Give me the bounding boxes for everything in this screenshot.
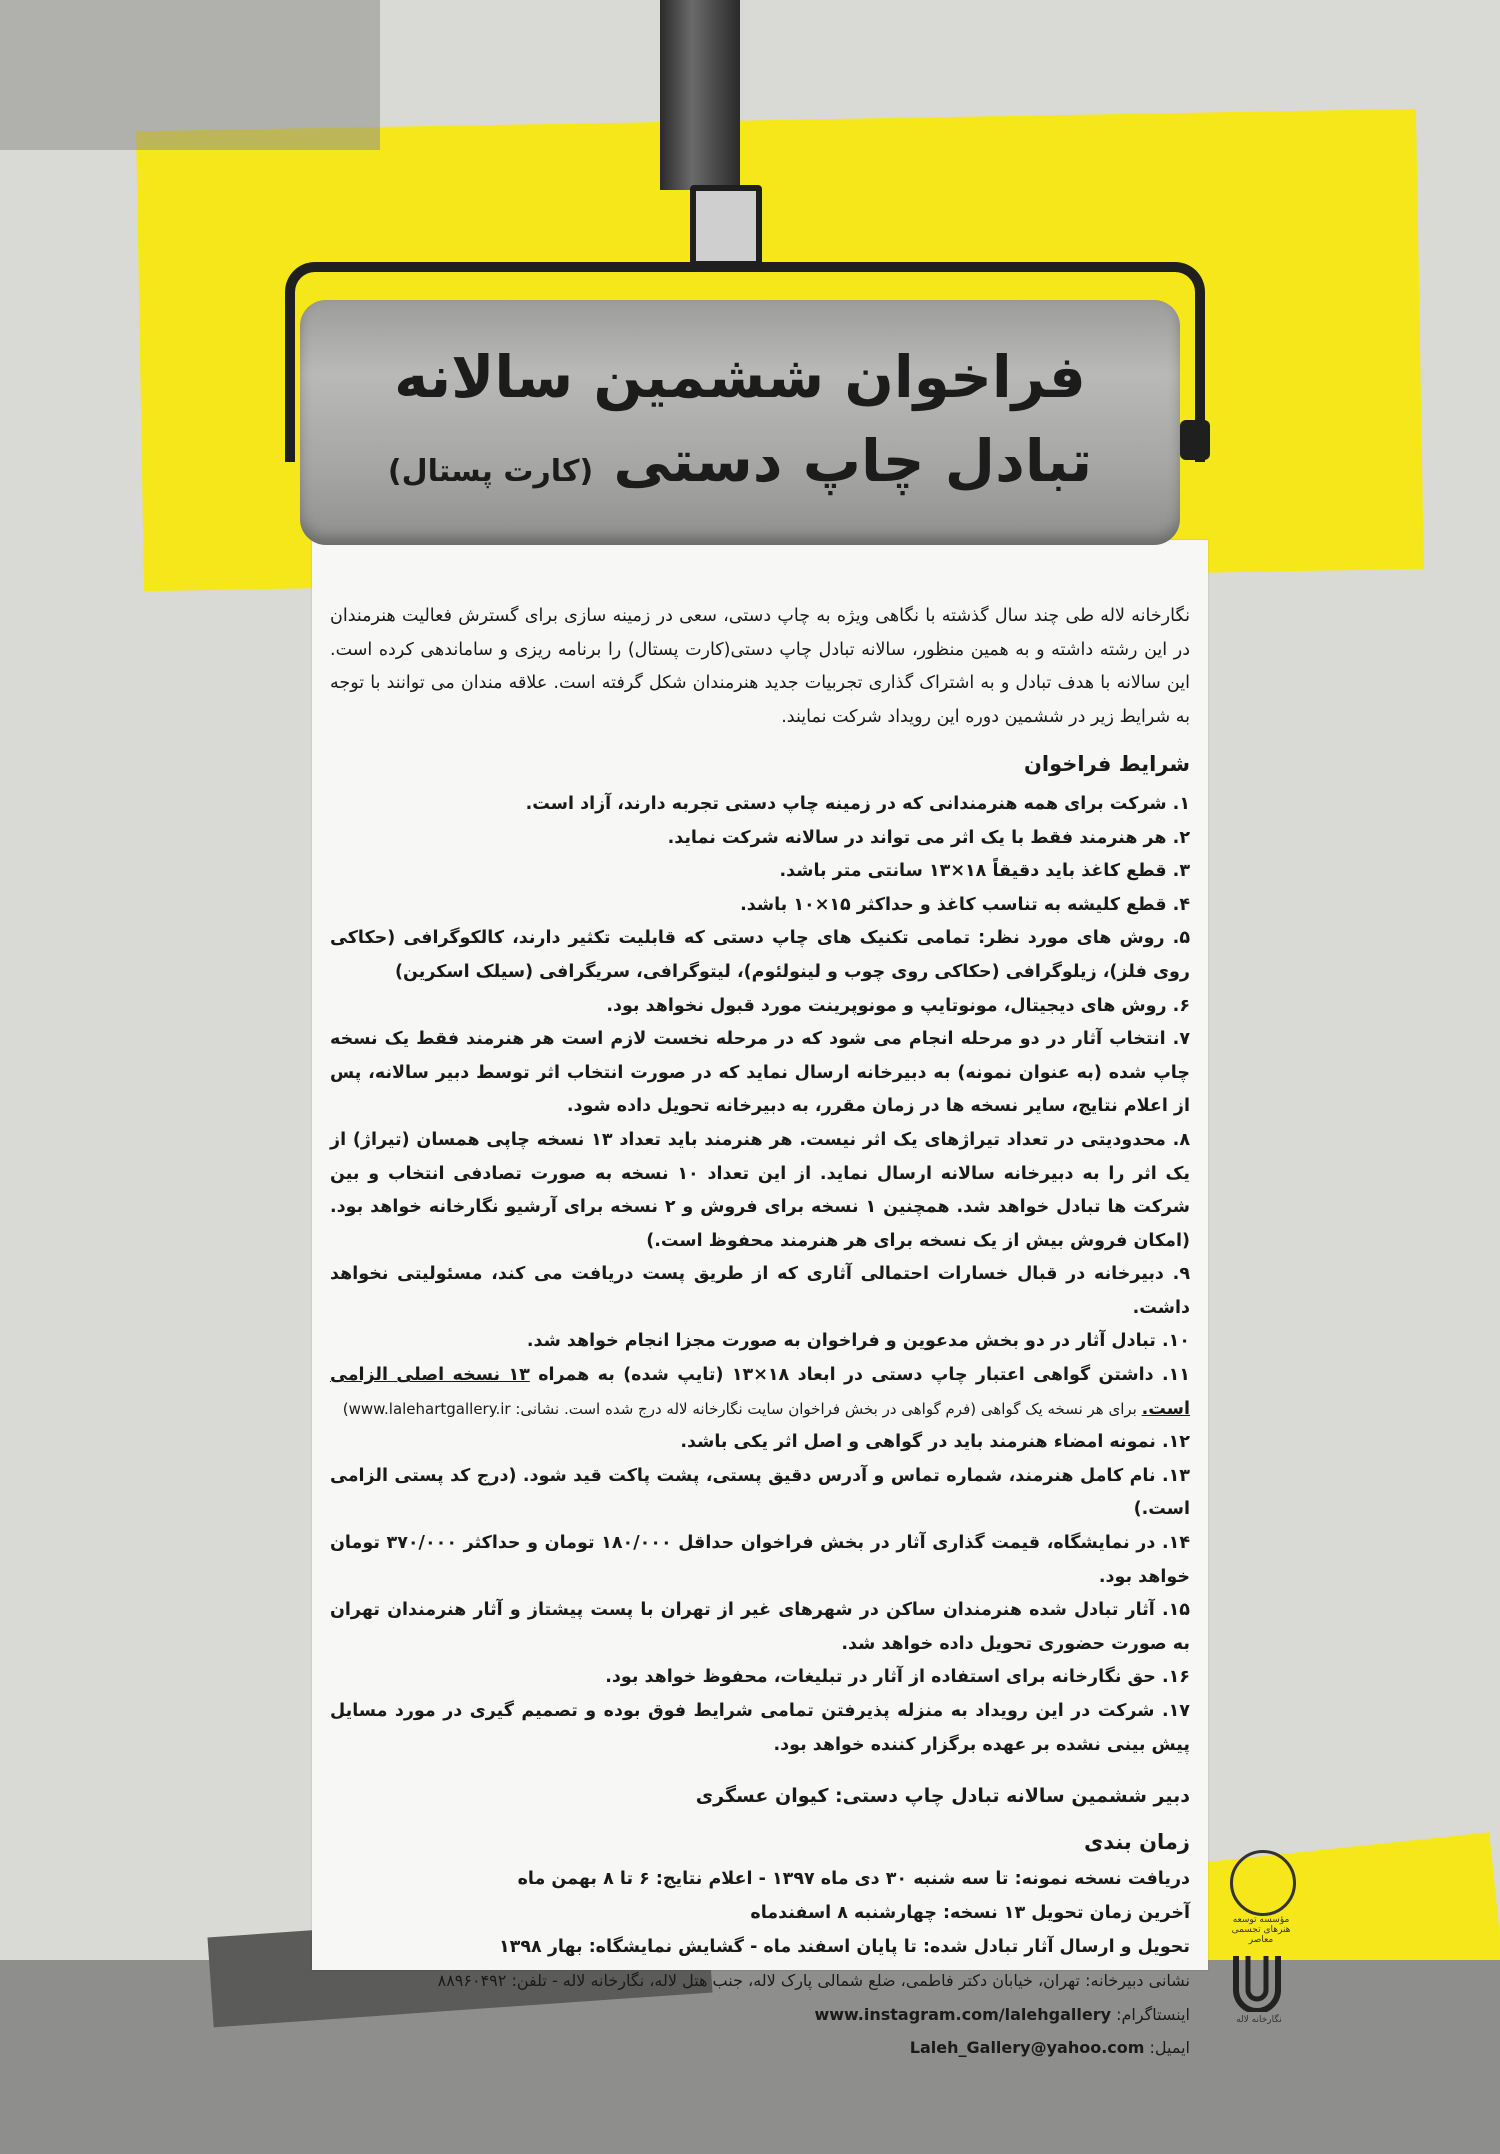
rule-item: ۷. انتخاب آثار در دو مرحله انجام می شود که در مرحله نخست لازم است هر هنرمند فقط یک نسخه چاپ شده (به عنوان نمونه) به دبیرخانه ارسال نماید که در صورت انتخاب اثر توسط دبیر سالانه، پس از اعلام نتایج، سایر نسخه ها در زمان مقرر، به دبیرخانه تحویل داده شود.: [330, 1029, 1190, 1117]
rule-item: ۵. روش های مورد نظر: تمامی تکنیک های چاپ دستی که قابلیت تکثیر دارند، کالکوگرافی (حکاکی روی فلز)، زیلوگرافی (حکاکی روی چوب و لینولئوم)، لیتوگرافی، سریگرافی (سیلک اسکرین): [330, 928, 1190, 982]
instagram-link[interactable]: www.instagram.com/lalehgallery: [814, 2004, 1112, 2024]
email-link[interactable]: Laleh_Gallery@yahoo.com: [909, 2038, 1145, 2058]
paint-stroke-grey: [0, 0, 380, 150]
title-line-2-sub: (کارت پستال): [387, 454, 594, 489]
rule-item: ۱۷. شرکت در این رویداد به منزله پذیرفتن تمامی شرایط فوق بوده و تصمیم گیری در مورد مسایل پیش بینی نشده بر عهده برگزار کننده خواهد بود.: [330, 1701, 1190, 1755]
rule-item: ۱۶. حق نگارخانه برای استفاده از آثار در تبلیغات، محفوظ خواهد بود.: [605, 1667, 1190, 1688]
instagram-line: [330, 1998, 1190, 2032]
rule-item: ۱۴. در نمایشگاه، قیمت گذاری آثار در بخش فراخوان حداقل ۱۸۰/۰۰۰ تومان و حداکثر ۳۷۰/۰۰۰ تومان خواهد بود.: [330, 1533, 1191, 1587]
rule-item: ۱۰. تبادل آثار در دو بخش مدعوین و فراخوان به صورت مجزا انجام خواهد شد.: [526, 1331, 1190, 1352]
rule-item: ۲. هر هنرمند فقط با یک اثر می تواند در سالانه شرکت نماید.: [667, 827, 1190, 848]
roller-handle-cap: [690, 185, 762, 267]
page-title: [300, 335, 1180, 514]
roller-axle: [1180, 420, 1210, 460]
rule-item-11: [330, 1359, 1190, 1426]
gallery-logo-label: نگارخانه لاله: [1236, 2015, 1282, 2025]
title-line-2: [300, 419, 1180, 514]
contact-section: [330, 1964, 1190, 2065]
call-content: [330, 600, 1190, 2065]
schedule-heading: زمان بندی: [1083, 1829, 1190, 1854]
email-line: [330, 2031, 1190, 2065]
roller-handle: [660, 0, 740, 190]
address-line: نشانی دبیرخانه: تهران، خیابان دکتر فاطمی، ضلع شمالی پارک لاله، جنب هتل لاله، نگارخانه لاله - تلفن: ۸۸۹۶۰۴۹۲: [437, 1971, 1190, 1991]
rule-item: ۱۵. آثار تبادل شده هنرمندان ساکن در شهرهای غیر از تهران با پست پیشتاز و آثار هنرمندان تهران به صورت حضوری تحویل داده خواهد شد.: [330, 1600, 1190, 1654]
secretary-line: دبیر ششمین سالانه تبادل چاپ دستی: کیوان عسگری: [695, 1785, 1190, 1808]
schedule-section: [330, 1826, 1190, 1964]
rule-item: ۹. دبیرخانه در قبال خسارات احتمالی آثاری که از طریق پست دریافت می کند، مسئولیتی نخواهد داشت.: [330, 1264, 1190, 1318]
schedule-item: تحویل و ارسال آثار تبادل شده: تا پایان اسفند ماه - گشایش نمایشگاه: بهار ۱۳۹۸: [499, 1936, 1190, 1957]
rule-11-part-a: ۱۱. داشتن گواهی اعتبار چاپ دستی در ابعاد ۱۸×۱۳ (تایپ شده) به همراه: [529, 1365, 1190, 1386]
institution-logo-label: مؤسسه توسعه هنرهای تجسمی معاصر: [1231, 1915, 1291, 1945]
gallery-logo-icon: [1228, 1950, 1286, 2012]
rule-11-underlined: ۱۳ نسخه اصلی الزامی است.: [330, 1365, 1190, 1419]
rule-11-part-c: برای هر نسخه یک گواهی (فرم گواهی در بخش فراخوان سایت نگارخانه لاله درج شده است. نشانی: www.lalehartgallery.ir): [342, 1399, 1142, 1418]
rule-item: ۱. شرکت برای همه هنرمندانی که در زمینه چاپ دستی تجربه دارند، آزاد است.: [525, 793, 1190, 814]
rule-item: ۶. روش های دیجیتال، مونوتایپ و مونوپرینت مورد قبول نخواهد بود.: [606, 995, 1190, 1016]
rule-item: ۴. قطع کلیشه به تناسب کاغذ و حداکثر ۱۵×۱۰ باشد.: [740, 894, 1190, 915]
conditions-list: [330, 788, 1190, 1762]
conditions-heading: شرایط فراخوان: [1023, 752, 1190, 777]
rule-item: ۸. محدودیتی در تعداد تیراژهای یک اثر نیست. هر هنرمند باید تعداد ۱۳ نسخه چاپی همسان (تیراژ) از یک اثر را به دبیرخانه سالانه ارسال نماید. از این تعداد ۱۰ نسخه به صورت تصادفی انتخاب و بین شرکت ها تبادل خواهد شد. همچنین ۱ نسخه برای فروش و ۲ نسخه برای آرشیو نگارخانه خواهد بود. (امکان فروش بیش از یک نسخه برای هر هنرمند محفوظ است.): [330, 1129, 1191, 1251]
title-line-1: فراخوان ششمین سالانه: [394, 343, 1086, 411]
institution-logo-icon: [1230, 1850, 1296, 1916]
email-label: ایمیل:: [1149, 2038, 1190, 2058]
schedule-item: آخرین زمان تحویل ۱۳ نسخه: چهارشنبه ۸ اسفندماه: [750, 1902, 1190, 1923]
rule-item: ۳. قطع کاغذ باید دقیقاً ۱۸×۱۳ سانتی متر باشد.: [779, 861, 1190, 882]
intro-paragraph: نگارخانه لاله طی چند سال گذشته با نگاهی ویژه به چاپ دستی، سعی در زمینه سازی برای گسترش فعالیت هنرمندان در این رشته داشته و به همین منظور، سالانه تبادل چاپ دستی(کارت پستال) را برنامه ریزی و ساماندهی کرده است. این سالانه با هدف تبادل و به اشتراک گذاری تجربیات جدید هنرمندان شکل گرفته است. علاقه مندان می توانند با توجه به شرایط زیر در ششمین دوره این رویداد شرکت نمایند.: [330, 606, 1190, 727]
instagram-label: اینستاگرام:: [1116, 2004, 1190, 2024]
title-line-2-main: تبادل چاپ دستی: [613, 427, 1093, 495]
schedule-item: دریافت نسخه نمونه: تا سه شنبه ۳۰ دی ماه ۱۳۹۷ - اعلام نتایج: ۶ تا ۸ بهمن ماه: [517, 1869, 1190, 1890]
rule-item: ۱۳. نام کامل هنرمند، شماره تماس و آدرس دقیق پستی، پشت پاکت قید شود. (درج کد پستی الزامی است.): [330, 1465, 1190, 1520]
rule-item: ۱۲. نمونه امضاء هنرمند باید در گواهی و اصل اثر یکی باشد.: [680, 1432, 1190, 1453]
